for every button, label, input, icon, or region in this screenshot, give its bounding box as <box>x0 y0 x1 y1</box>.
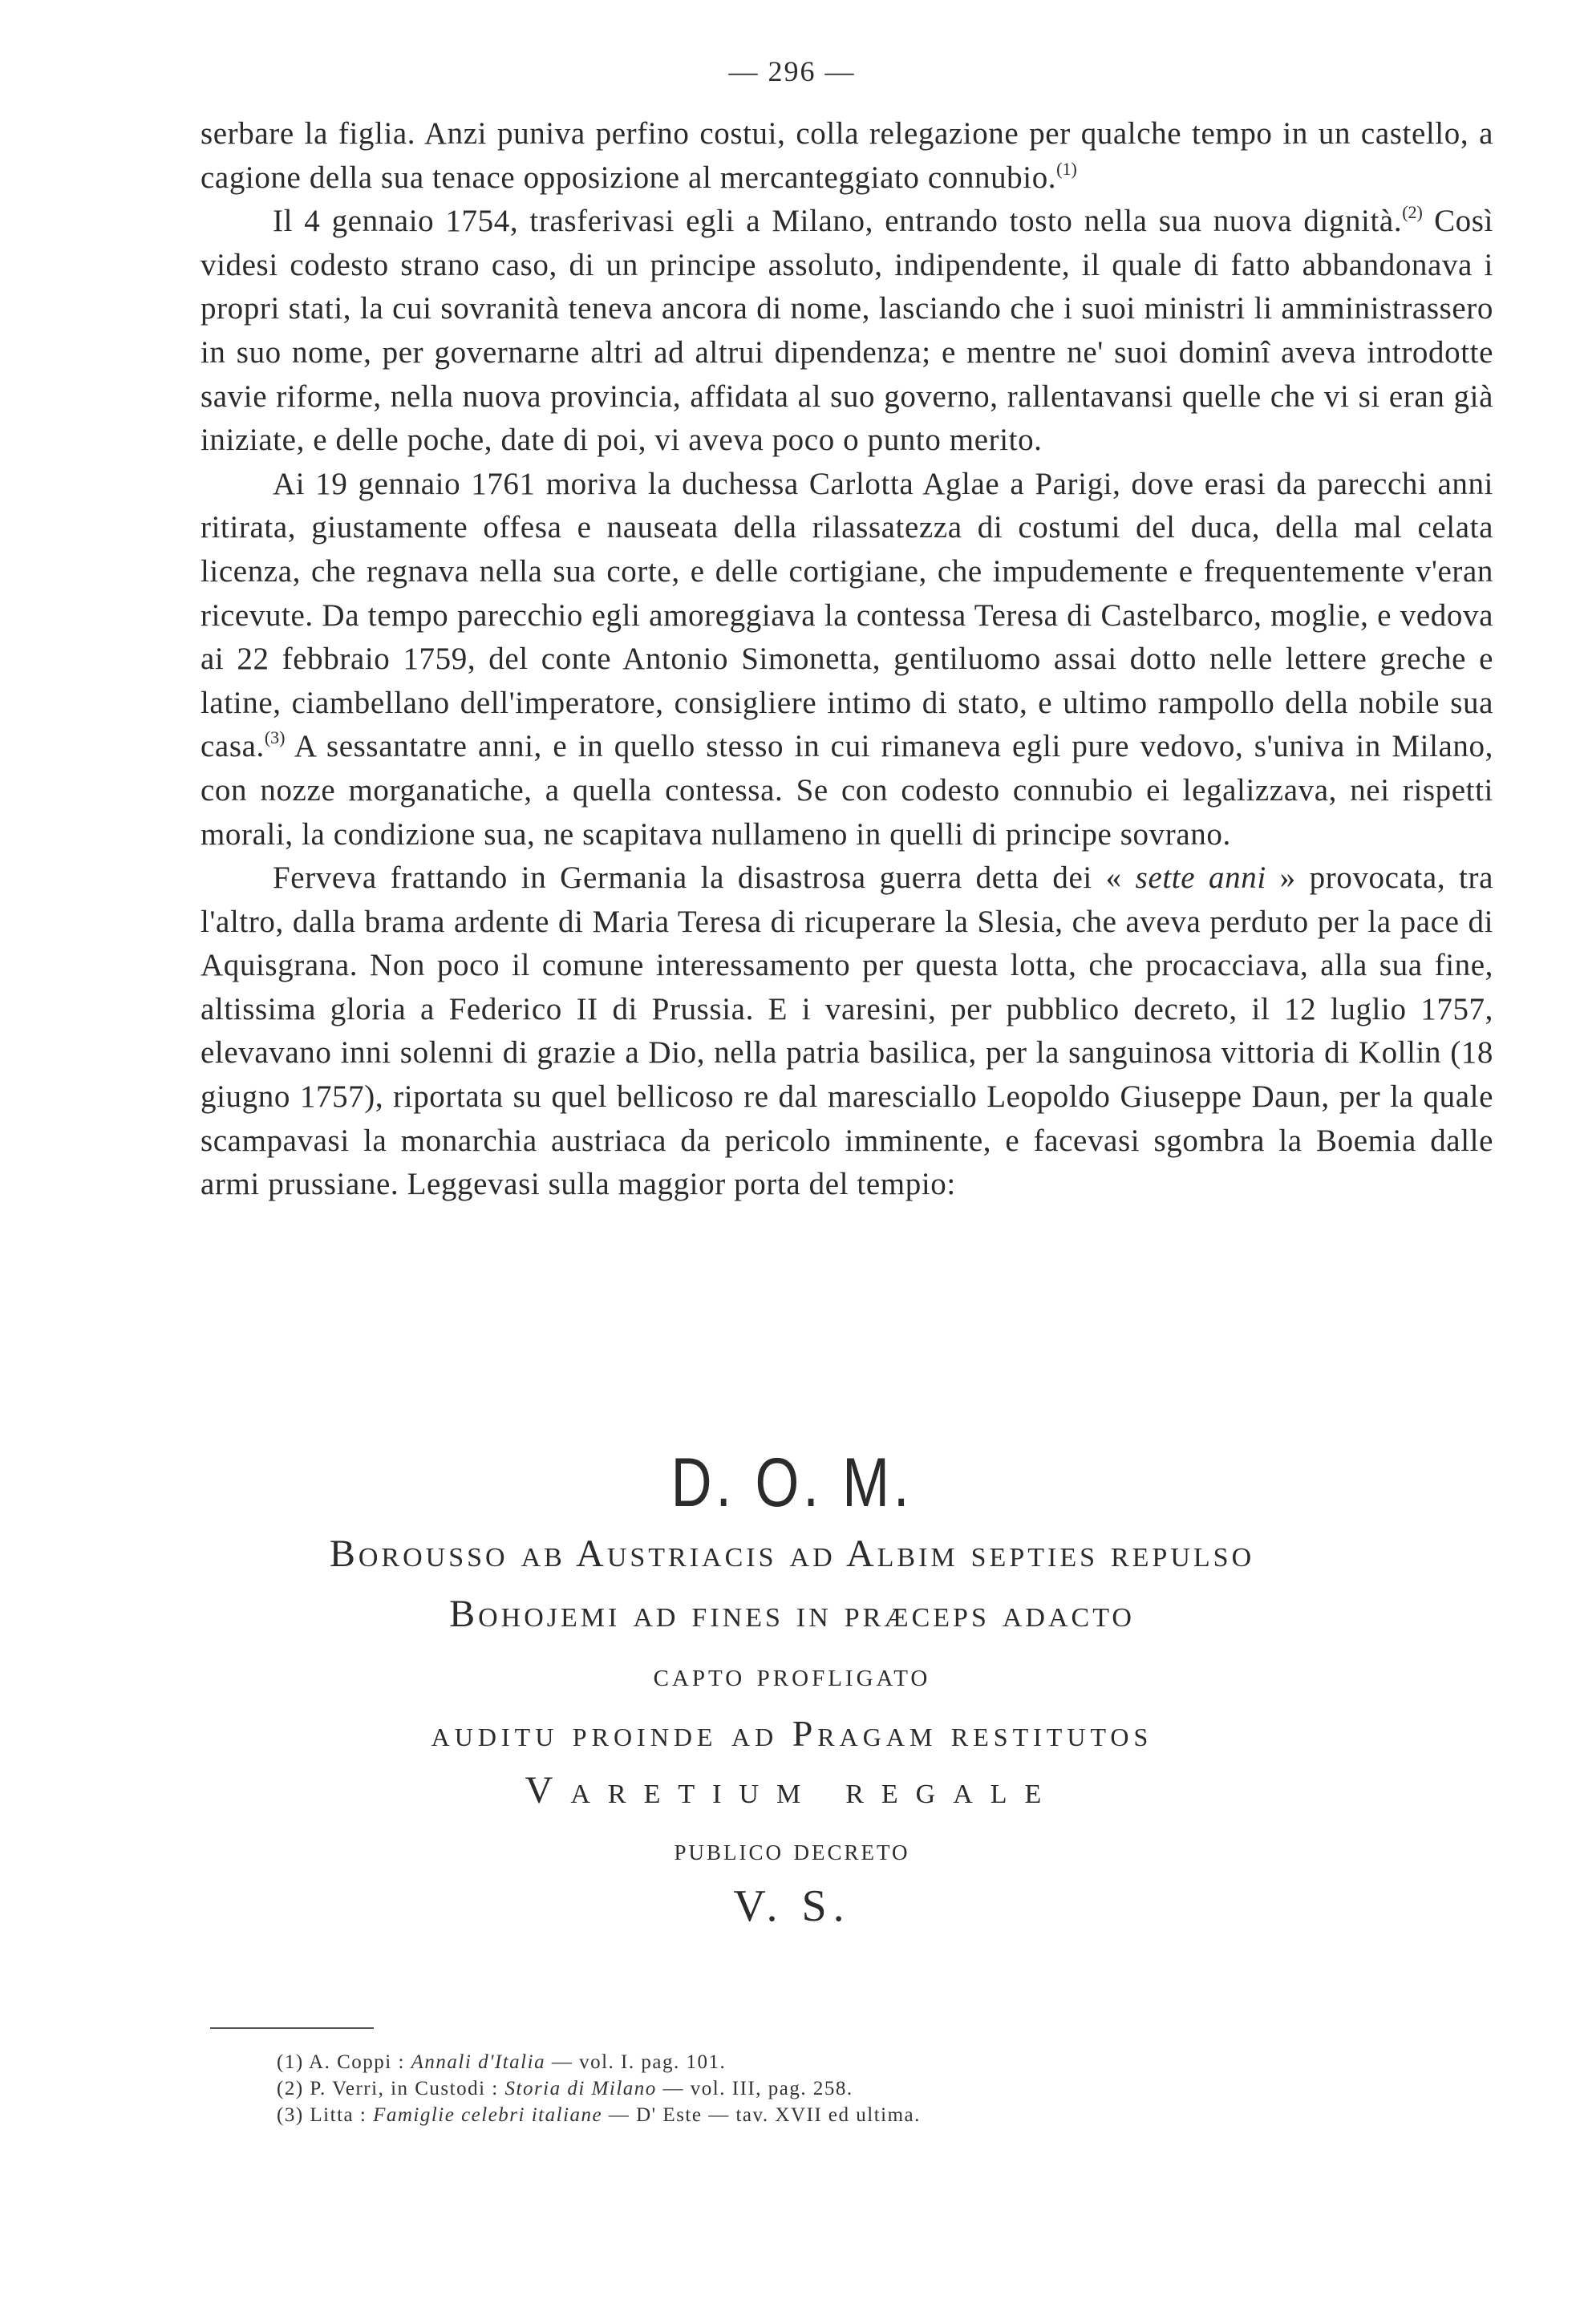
inscription-closing: V. S. <box>733 1881 851 1931</box>
footnote-author: Litta : <box>310 2104 367 2126</box>
footnote-marker: (1) <box>277 2051 304 2073</box>
page-number: — 296 — <box>728 55 856 87</box>
footnote-work: Annali d'Italia <box>411 2051 546 2073</box>
inscription-line-1: Borousso ab Austriacis ad Albim septies repulso <box>329 1532 1255 1575</box>
footnote-work: Storia di Milano <box>504 2078 657 2099</box>
footnote-2 <box>277 2075 1400 2102</box>
paragraph-3-text-a: Ai 19 gennaio 1761 moriva la duchessa Carlotta Aglae a Parigi, dove erasi da parecchi anni ritirata, giustamente offesa e nauseata della rilassatezza di costumi del duca, della mal celata licenza, che regnava nella sua corte, e delle cortigiane, che impudemente e frequentemente v'eran ricevute. Da tempo parecchio egli amoreggiava la contessa Teresa di Castelbarco, moglie, e vedova ai 22 febbraio 1759, del conte Antonio Simonetta, gentiluomo assai dotto nelle lettere greche e latine, ciambellano dell'imperatore, consigliere intimo di stato, e ultimo rampollo della nobile sua casa. <box>201 466 1493 764</box>
footnote-divider <box>210 2027 374 2029</box>
inscription-line-2: Bohojemi ad fines in præceps adacto <box>449 1593 1135 1635</box>
paragraph-2-text-a: Il 4 gennaio 1754, trasferivasi egli a Milano, entrando tosto nella sua nuova dignità. <box>273 204 1403 239</box>
paragraph-1 <box>201 112 1493 200</box>
footnote-ref: — D' Este — tav. XVII ed ultima. <box>608 2104 921 2126</box>
paragraph-2-text-b: Così videsi codesto strano caso, di un principe assoluto, indipendente, il quale di fatto abbandonava i propri stati, la cui sovranità teneva ancora di nome, lasciando che i suoi ministri li amministrassero in suo nome, per governarne altri ad altrui dipendenza; e mentre ne' suoi dominî aveva introdotte savie riforme, nella nuova provincia, affidata al suo governo, rallentavansi quelle che vi si eran già iniziate, e delle poche, date di poi, vi aveva poco o punto merito. <box>201 204 1493 458</box>
footnote-author: P. Verri, in Custodi : <box>310 2078 499 2099</box>
footnote-ref: — vol. III, pag. 258. <box>662 2078 853 2099</box>
footnote-marker: (3) <box>277 2104 304 2126</box>
inscription-line-4: auditu proinde ad Pragam restitutos <box>431 1713 1153 1754</box>
footnote-author: A. Coppi : <box>309 2051 405 2073</box>
footnote-ref-1: (1) <box>1056 158 1077 179</box>
footnote-work: Famiglie celebri italiane <box>373 2104 603 2126</box>
paragraph-4-italic: sette anni <box>1135 860 1266 896</box>
footnote-1 <box>277 2049 1400 2075</box>
footnote-ref-2: (2) <box>1402 202 1423 223</box>
body-text <box>201 112 1493 1207</box>
paragraph-2 <box>201 200 1493 463</box>
footnote-ref-3: (3) <box>264 727 286 748</box>
inscription-line-6: publico decreto <box>674 1833 910 1867</box>
paragraph-3 <box>201 463 1493 856</box>
inscription-heading: D. O. M. <box>670 1444 914 1521</box>
inscription-line-3: capto profligato <box>653 1657 931 1694</box>
paragraph-1-text: serbare la figlia. Anzi puniva perfino costui, colla relegazione per qualche tempo in un castello, a cagione della sua tenace opposizione al mercanteggiato connubio. <box>201 116 1493 195</box>
paragraph-4-text-a: Ferveva frattando in Germania la disastrosa guerra detta dei « <box>273 860 1136 896</box>
paragraph-4 <box>201 856 1493 1207</box>
inscription-line-5: Varetium regale <box>525 1769 1059 1812</box>
paragraph-4-text-b: » provocata, tra l'altro, dalla brama ardente di Maria Teresa di ricuperare la Slesia, che aveva perduto per la pace di Aquisgrana. Non poco il comune interessamento per questa lotta, che procacciava, alla sua fine, altissima gloria a Federico II di Prussia. E i varesini, per pubblico decreto, il 12 luglio 1757, elevavano inni solenni di grazie a Dio, nella patria basilica, per la sanguinosa vittoria di Kollin (18 giugno 1757), riportata su quel bellicoso re dal maresciallo Leopoldo Giuseppe Daun, per la quale scampavasi la monarchia austriaca da pericolo imminente, e facevasi sgombra la Boemia dalle armi prussiane. Leggevasi sulla maggior porta del tempio: <box>201 860 1493 1202</box>
footnote-marker: (2) <box>277 2078 304 2099</box>
footnotes <box>277 2049 1400 2128</box>
footnote-ref: — vol. I. pag. 101. <box>551 2051 727 2073</box>
footnote-3 <box>277 2102 1400 2128</box>
paragraph-3-text-b: A sessantatre anni, e in quello stesso in cui rimaneva egli pure vedovo, s'univa in Milano, con nozze morganatiche, a quella contessa. Se con codesto connubio ei legalizzava, nei rispetti morali, la condizione sua, ne scapitava nullameno in quelli di principe sovrano. <box>201 729 1493 852</box>
